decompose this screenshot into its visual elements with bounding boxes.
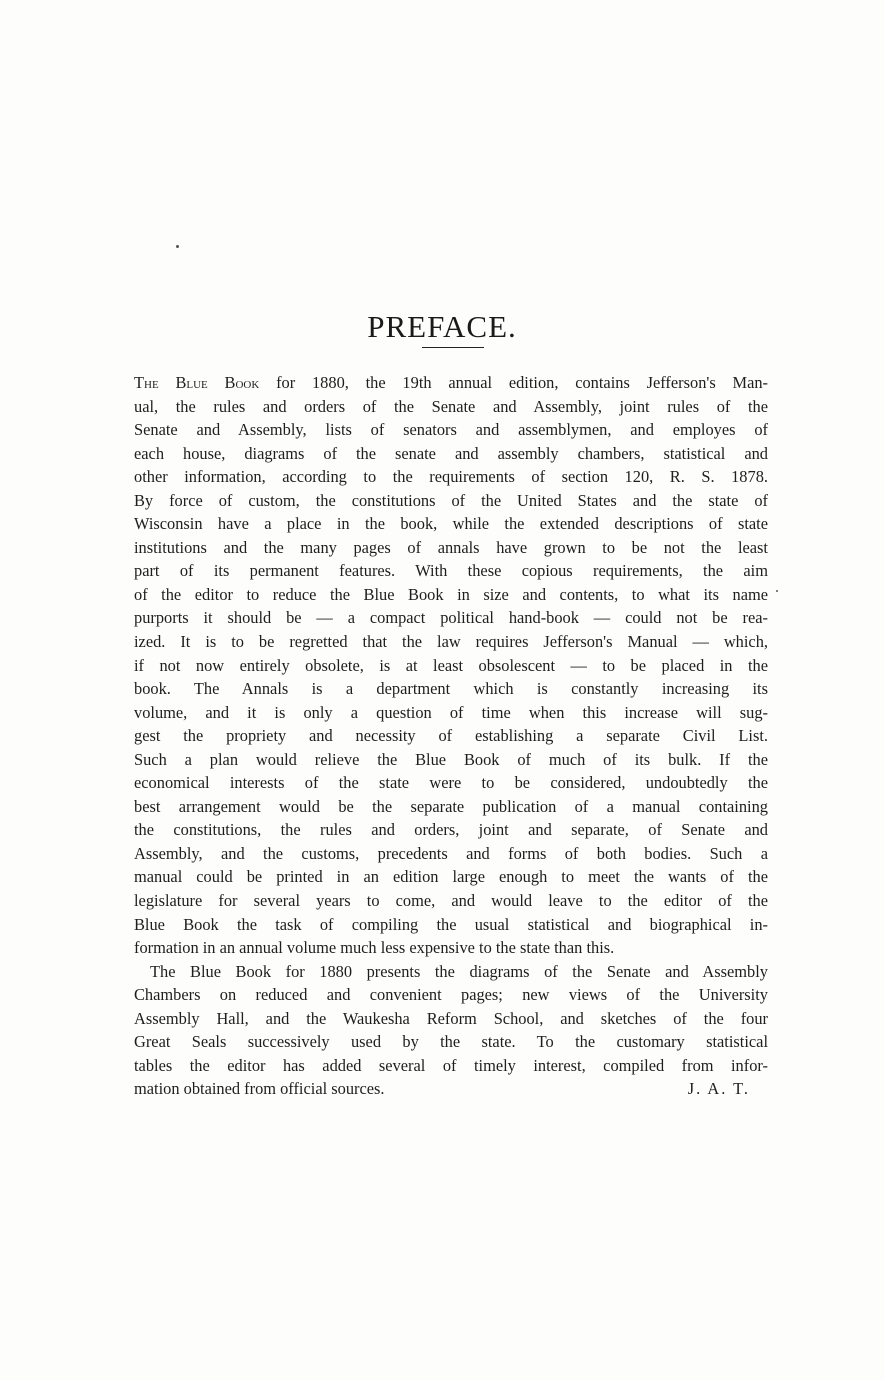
text-line: of the editor to reduce the Blue Book in size and contents, to what its name (134, 584, 768, 604)
text-line: part of its permanent features. With these copious requirements, the aim (134, 561, 768, 581)
text-line: tables the editor has added several of timely interest, compiled from infor- (134, 1055, 768, 1075)
text-line: ized. It is to be regretted that the law requires Jefferson's Manual — which, (134, 632, 768, 652)
text-line: Wisconsin have a place in the book, while the extended descriptions of state (134, 514, 768, 534)
paragraph-1 (134, 371, 768, 960)
closing-line (134, 1077, 768, 1101)
text-line: gest the propriety and necessity of establishing a separate Civil List. (134, 726, 768, 746)
text-line: ual, the rules and orders of the Senate and Assembly, joint rules of the (134, 396, 768, 416)
text-line: Assembly Hall, and the Waukesha Reform School, and sketches of the four (134, 1008, 768, 1028)
text-line: Senate and Assembly, lists of senators and assemblymen, and employes of (134, 420, 768, 440)
preface-body (134, 371, 768, 1101)
text-line: the constitutions, the rules and orders, joint and separate, of Senate and (134, 820, 768, 840)
paragraph-2 (134, 960, 768, 1101)
text-line: manual could be printed in an edition large enough to meet the wants of the (134, 867, 768, 887)
text-line: each house, diagrams of the senate and assembly chambers, statistical and (134, 443, 768, 463)
print-speck (176, 245, 179, 248)
print-speck (776, 590, 778, 592)
text-line: institutions and the many pages of annals have grown to be not the least (134, 537, 768, 557)
text-line: mation obtained from official sources. (134, 1079, 385, 1099)
text-line: other information, according to the requirements of section 120, R. S. 1878. (134, 467, 768, 487)
text-line: book. The Annals is a department which is constantly increasing its (134, 679, 768, 699)
text-line: if not now entirely obsolete, is at least obsolescent — to be placed in the (134, 655, 768, 675)
lead-small-caps: The Blue Book (134, 373, 260, 392)
text-line: formation in an annual volume much less expensive to the state than this. (134, 938, 615, 958)
text-line: The Blue Book for 1880, the 19th annual edition, contains Jefferson's Man- (134, 373, 768, 392)
text-line: The Blue Book for 1880 presents the diagrams of the Senate and Assembly (150, 961, 768, 981)
text-line: Assembly, and the customs, precedents and forms of both bodies. Such a (134, 843, 768, 863)
text-line: purports it should be — a compact political hand-book — could not be rea- (134, 608, 768, 628)
text-line: Great Seals successively used by the state. To the customary statistical (134, 1032, 768, 1052)
page-title: PREFACE. (367, 308, 517, 344)
text-line: Such a plan would relieve the Blue Book of much of its bulk. If the (134, 749, 768, 769)
author-initials: J. A. T. (687, 1079, 750, 1099)
text-line: best arrangement would be the separate publication of a manual containing (134, 796, 768, 816)
text-line: Chambers on reduced and convenient pages; new views of the University (134, 985, 768, 1005)
text-line: volume, and it is only a question of time when this increase will sug- (134, 702, 768, 722)
title-divider (422, 347, 484, 348)
text-line: By force of custom, the constitutions of the United States and the state of (134, 490, 768, 510)
text-line: Blue Book the task of compiling the usual statistical and biographical in- (134, 914, 768, 934)
text-line: economical interests of the state were to be considered, undoubtedly the (134, 773, 768, 793)
text-line: legislature for several years to come, and would leave to the editor of the (134, 891, 768, 911)
